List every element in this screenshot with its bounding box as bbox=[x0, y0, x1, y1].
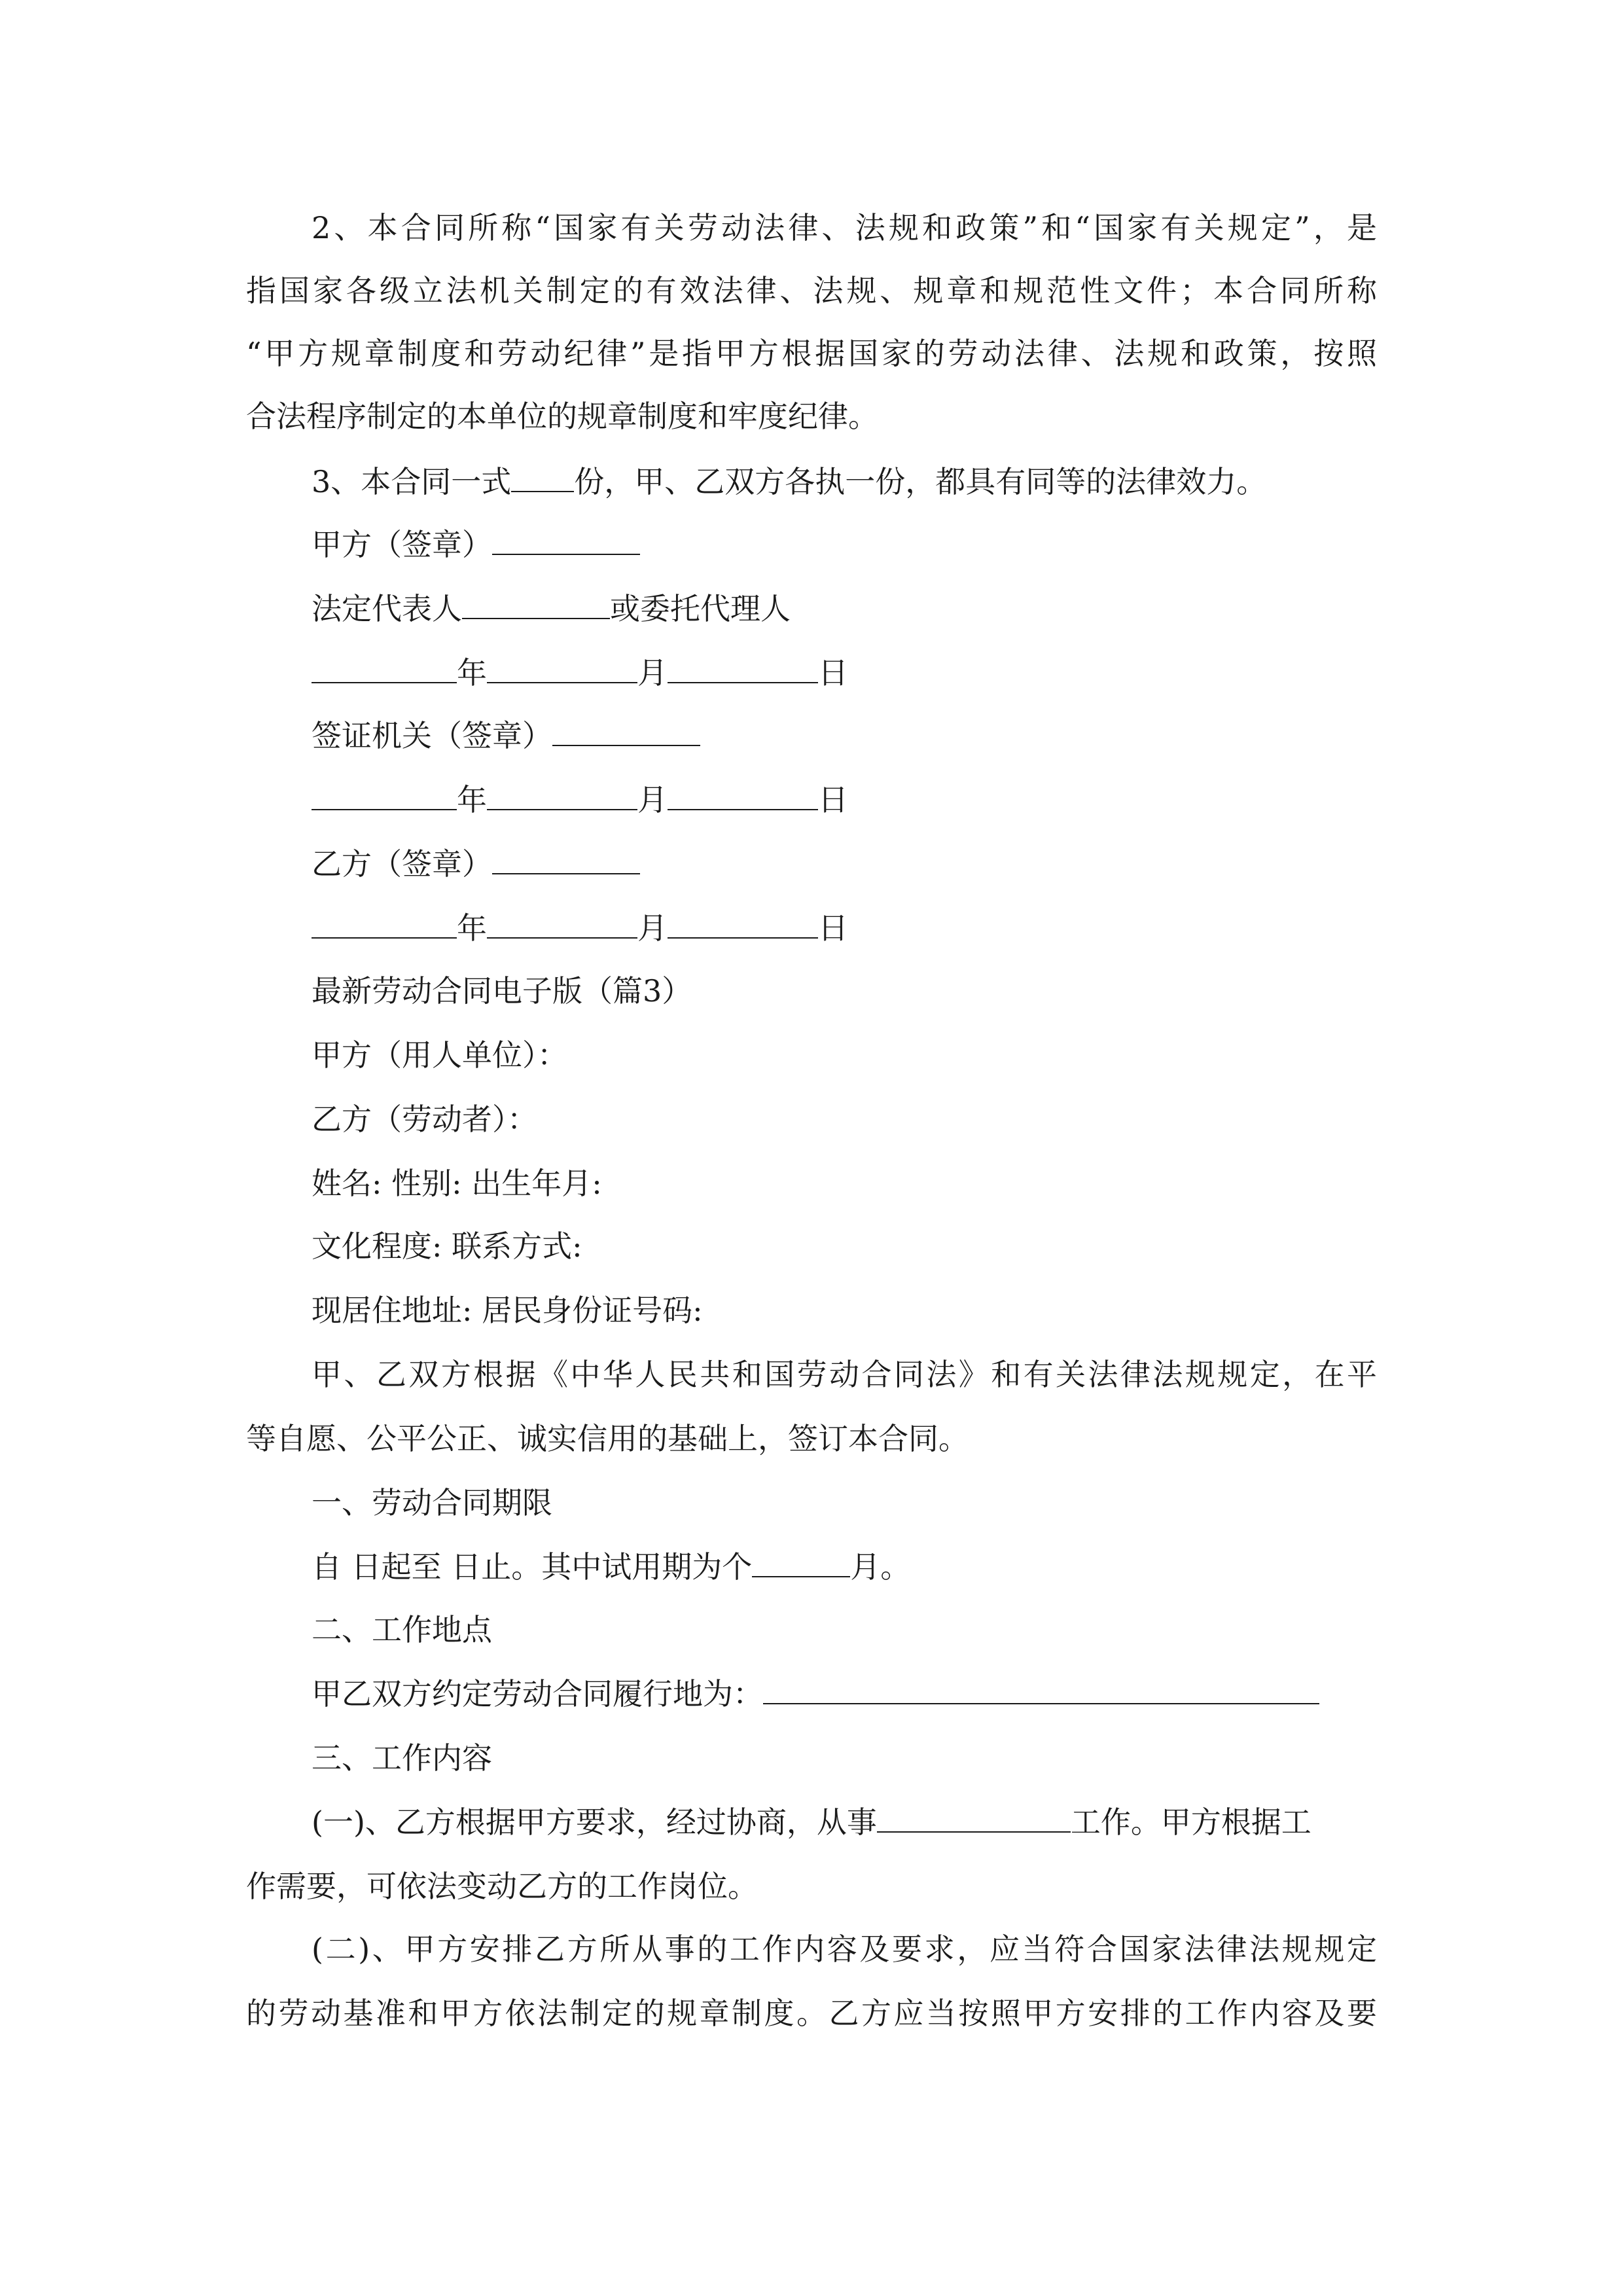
day-blank bbox=[668, 780, 818, 810]
party-a-signature-line bbox=[312, 525, 640, 564]
year-blank bbox=[312, 653, 457, 683]
content-item-1-line-2: 作需要，可依法变动乙方的工作岗位。 bbox=[246, 1869, 758, 1904]
year-label: 年 bbox=[457, 655, 487, 691]
date-line-1 bbox=[312, 653, 848, 692]
content-item-2-line-1: (二)、甲方安排乙方所从事的工作内容及要求，应当符合国家法律法规规定 bbox=[312, 1931, 1377, 1967]
content-heading: 三、工作内容 bbox=[312, 1740, 492, 1776]
month-label: 月 bbox=[637, 782, 668, 817]
education-contact: 文化程度: 联系方式: bbox=[312, 1229, 582, 1264]
date-line-2 bbox=[312, 780, 848, 819]
clause-2-line-2: 指国家各级立法机关制定的有效法律、法规、规章和规范性文件；本合同所称 bbox=[246, 273, 1377, 308]
section-title: 最新劳动合同电子版（篇3） bbox=[312, 973, 692, 1009]
date-line-3 bbox=[312, 908, 848, 948]
content-item-1-after: 工作。甲方根据工 bbox=[1070, 1804, 1311, 1840]
party-b-signature-line bbox=[312, 844, 640, 884]
day-label: 日 bbox=[818, 782, 848, 817]
party-b-worker: 乙方（劳动者）： bbox=[312, 1102, 537, 1137]
probation-months-blank bbox=[752, 1547, 850, 1577]
clause-3-text-before: 3、本合同一式 bbox=[312, 464, 512, 499]
copies-blank bbox=[511, 462, 574, 492]
notary-signature-line bbox=[312, 716, 700, 755]
legal-representative-label: 法定代表人 bbox=[312, 591, 462, 626]
notary-signature-blank bbox=[552, 716, 700, 746]
party-a-employer: 甲方（用人单位）： bbox=[312, 1037, 567, 1073]
month-blank bbox=[487, 653, 637, 683]
preamble-line-1: 甲、乙双方根据《中华人民共和国劳动合同法》和有关法律法规规定，在平 bbox=[312, 1357, 1377, 1392]
legal-representative-line bbox=[312, 589, 791, 628]
party-b-signature-label: 乙方（签章） bbox=[312, 846, 492, 882]
party-a-signature-label: 甲方（签章） bbox=[312, 527, 492, 562]
work-place-blank bbox=[763, 1674, 1319, 1704]
day-label: 日 bbox=[818, 655, 848, 691]
content-item-1-before: (一)、乙方根据甲方要求，经过协商，从事 bbox=[312, 1804, 877, 1840]
party-a-signature-blank bbox=[492, 525, 640, 555]
term-text bbox=[312, 1547, 910, 1587]
clause-2-line-4: 合法程序制定的本单位的规章制度和牢度纪律。 bbox=[246, 399, 878, 434]
content-item-2-line-2: 的劳动基准和甲方依法制定的规章制度。乙方应当按照甲方安排的工作内容及要 bbox=[246, 1996, 1377, 2031]
day-blank bbox=[668, 908, 818, 939]
authorized-agent-label: 或委托代理人 bbox=[610, 591, 791, 626]
clause-2-line-1: 2、本合同所称“国家有关劳动法律、法规和政策”和“国家有关规定”，是 bbox=[312, 210, 1377, 245]
year-blank bbox=[312, 908, 457, 939]
job-position-blank bbox=[877, 1803, 1071, 1833]
clause-3-text-after: 份，甲、乙双方各执一份，都具有同等的法律效力。 bbox=[574, 464, 1267, 499]
address-id-number: 现居住地址: 居民身份证号码: bbox=[312, 1293, 703, 1328]
place-text-label: 甲乙双方约定劳动合同履行地为： bbox=[312, 1676, 763, 1712]
content-item-1-line-1 bbox=[312, 1803, 1311, 1842]
year-label: 年 bbox=[457, 910, 487, 946]
day-label: 日 bbox=[818, 910, 848, 946]
term-text-after: 月。 bbox=[850, 1549, 911, 1585]
month-blank bbox=[487, 780, 637, 810]
month-label: 月 bbox=[637, 655, 668, 691]
month-blank bbox=[487, 908, 637, 939]
term-heading: 一、劳动合同期限 bbox=[312, 1485, 552, 1520]
term-text-before: 自 日起至 日止。其中试用期为个 bbox=[312, 1549, 753, 1585]
notary-signature-label: 签证机关（签章） bbox=[312, 718, 552, 753]
year-label: 年 bbox=[457, 782, 487, 817]
year-blank bbox=[312, 780, 457, 810]
place-text bbox=[312, 1674, 1319, 1713]
preamble-line-2: 等自愿、公平公正、诚实信用的基础上，签订本合同。 bbox=[246, 1421, 969, 1456]
legal-representative-blank bbox=[462, 589, 610, 619]
name-gender-birth: 姓名: 性别: 出生年月: bbox=[312, 1166, 602, 1201]
month-label: 月 bbox=[637, 910, 668, 946]
day-blank bbox=[668, 653, 818, 683]
party-b-signature-blank bbox=[492, 844, 640, 874]
clause-2-line-3: “甲方规章制度和劳动纪律”是指甲方根据国家的劳动法律、法规和政策，按照 bbox=[246, 336, 1377, 371]
place-heading: 二、工作地点 bbox=[312, 1612, 492, 1647]
clause-3 bbox=[312, 462, 1266, 501]
